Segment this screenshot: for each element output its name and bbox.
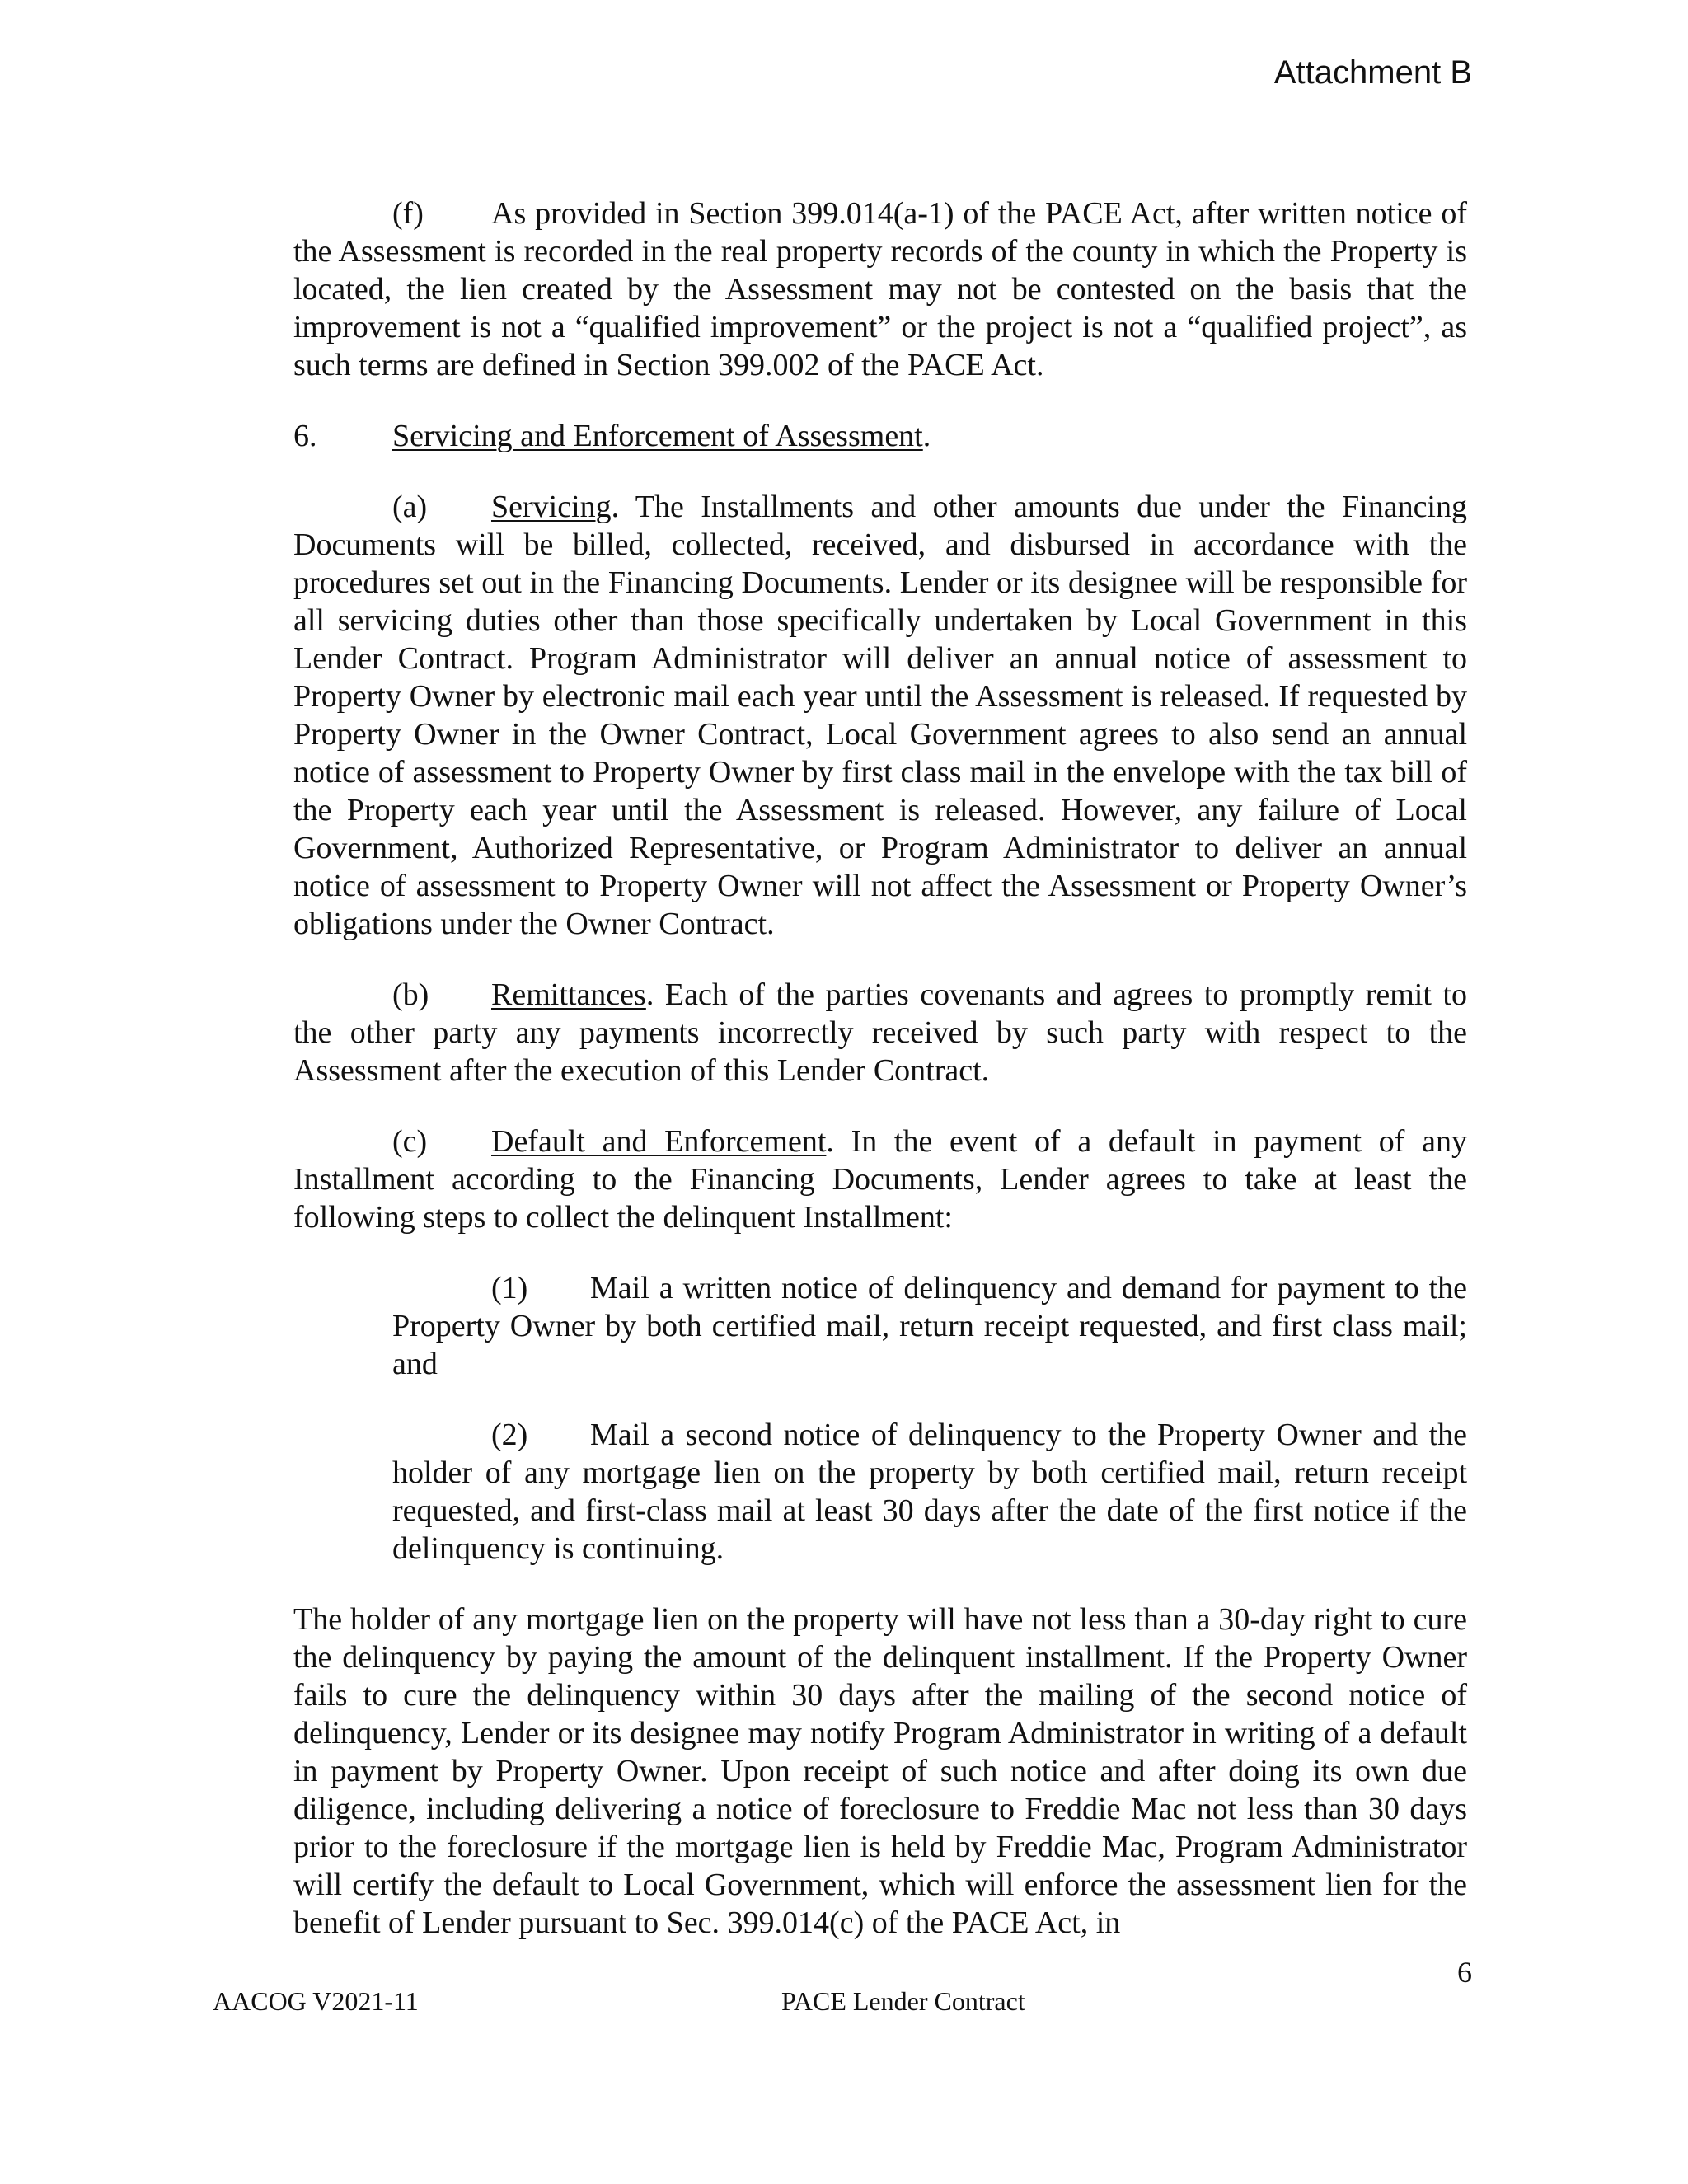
paragraph-a-text: . The Installments and other amounts due under the Financing Documents will be billed, collected, received, and disbursed in accordance with the procedures set out in the Financing Documents. Lender or its designee will be responsible for all servicing duties other than those specifically undertaken by Local Government in this Lender Contract. Program Administrator will deliver an annual notice of assessment to Property Owner by electronic mail each year until the Assessment is released. If requested by Property Owner in the Owner Contract, Local Government agrees to also send an annual notice of assessment to Property Owner by first class mail in the envelope with the tax bill of the Property each year until the Assessment is released. However, any failure of Local Government, Authorized Representative, or Program Administrator to deliver an annual notice of assessment to Property Owner will not affect the Assessment or Property Owner’s obligations under the Owner Contract. [293,490,1467,941]
document-body [293,194,1467,1975]
section-6-title-end: . [922,419,931,453]
paragraph-c-text: . In the event of a default in payment of any Installment according to the Financing Documents, Lender agrees to take at least the following steps to collect the delinquent Installment: [293,1124,1467,1235]
paragraph-f-label: (f) [392,196,424,231]
paragraph-a [293,488,1467,943]
paragraph-c-steps [392,1269,1467,1568]
paragraph-c1 [392,1269,1467,1383]
paragraph-c [293,1122,1467,1236]
paragraph-b-text: . Each of the parties covenants and agrees to promptly remit to the other party any payments incorrectly received by such party with respect to the Assessment after the execution of this Lender Contract. [293,977,1467,1088]
paragraph-b-title: Remittances [491,977,646,1012]
paragraph-f-text: As provided in Section 399.014(a-1) of the PACE Act, after written notice of the Assessment is recorded in the real property records of the county in which the Property is located, the lien created by the Assessment may not be contested on the basis that the improvement is not a “qualified improvement” or the project is not a “qualified project”, as such terms are defined in Section 399.002 of the PACE Act. [293,196,1467,382]
paragraph-a-title: Servicing [491,490,612,524]
paragraph-c2 [392,1416,1467,1568]
paragraph-c2-text: Mail a second notice of delinquency to the Property Owner and the holder of any mortgage lien on the property by both certified mail, return receipt requested, and first-class mail at least 30 days after the date of the first notice if the delinquency is continuing. [392,1418,1467,1566]
paragraph-b [293,976,1467,1090]
footer-doc-title: PACE Lender Contract [781,1986,1025,2016]
attachment-label: Attachment B [1273,54,1472,91]
section-6-number: 6. [293,419,317,453]
paragraph-c-title: Default and Enforcement [491,1124,827,1159]
paragraph-closing: The holder of any mortgage lien on the property will have not less than a 30-day right to cure the delinquency by paying the amount of the delinquent installment. If the Property Owner fails to cure the delinquency within 30 days after the mailing of the second notice of delinquency, Lender or its designee may notify Program Administrator in writing of a default in payment by Property Owner. Upon receipt of such notice and after doing its own due diligence, including delivering a notice of foreclosure to Freddie Mac not less than 30 days prior to the foreclosure if the mortgage lien is held by Freddie Mac, Program Administrator will certify the default to Local Government, which will enforce the assessment lien for the benefit of Lender pursuant to Sec. 399.014(c) of the PACE Act, in [293,1602,1467,1940]
paragraph-c-label: (c) [392,1124,428,1159]
paragraph-b-label: (b) [392,977,429,1012]
paragraph-c1-label: (1) [491,1271,528,1305]
paragraph-f [293,194,1467,384]
paragraph-c1-text: Mail a written notice of delinquency and demand for payment to the Property Owner by both certified mail, return receipt requested, and first class mail; and [392,1271,1467,1381]
section-6-heading [293,417,1467,455]
page-number: 6 [1457,1956,1472,1989]
section-6-title: Servicing and Enforcement of Assessment [392,419,923,453]
footer-version: AACOG V2021-11 [213,1986,419,2016]
paragraph-a-label: (a) [392,490,428,524]
paragraph-c2-label: (2) [491,1418,528,1452]
